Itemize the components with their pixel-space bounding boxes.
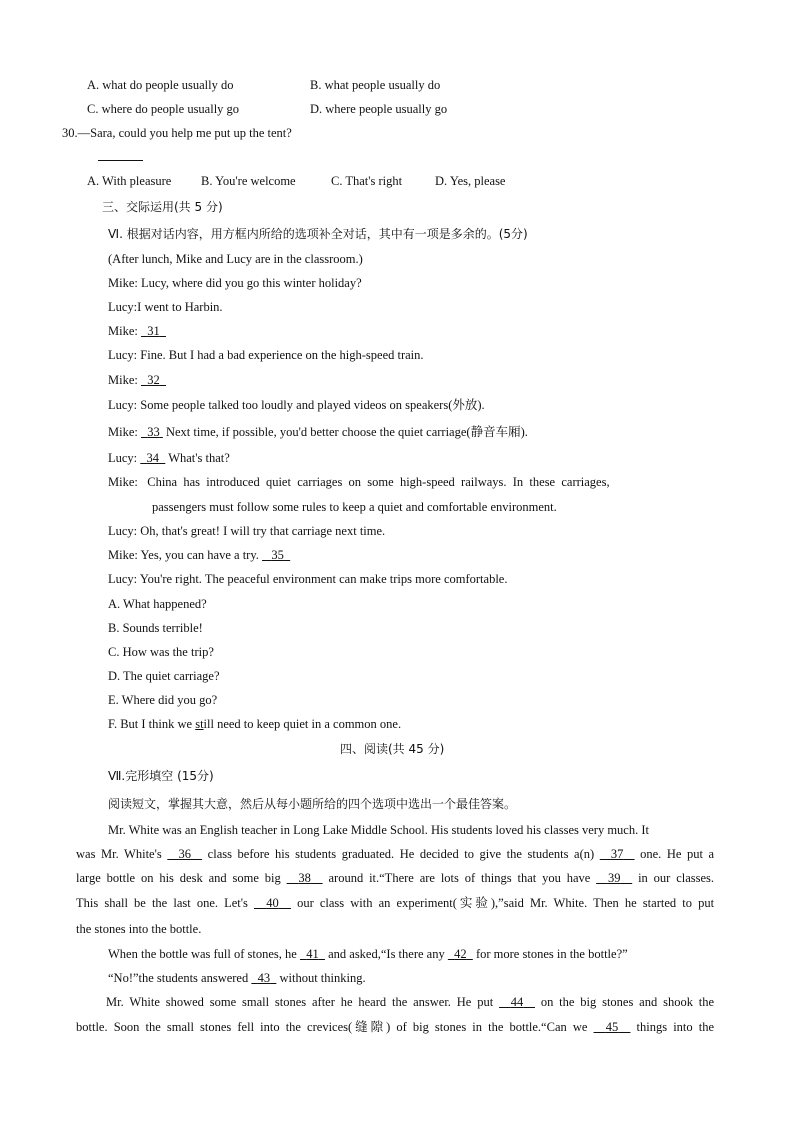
blank-33[interactable]: 33 [147,425,160,439]
dialog-line [108,450,230,466]
blank-40[interactable]: 40 [266,896,279,910]
passage-line: When the bottle was full of stones, he 41 and asked,“Is there any 42 for more stones in the bottle?” [108,947,628,961]
dialog-line [108,547,290,563]
blank-45[interactable]: 45 [605,1020,619,1034]
option-e: E. Where did you go? [108,693,218,707]
q30-option-b: B. You're welcome [201,174,296,188]
blank-35[interactable]: 35 [271,548,284,562]
blank-32[interactable]: 32 [147,373,160,387]
dialog-line: Lucy: Oh, that's great! I will try that carriage next time. [108,524,386,538]
passage-line: bottle. Soon the small stones fell into the crevices(缝隙) of big stones in the bottle.“Can we 45 things into the [76,1020,715,1034]
q29-option-c: C. where do people usually go [87,102,240,116]
passage-line: large bottle on his desk and some big 38 around it.“There are lots of things that you have 39 in our classes. [76,871,715,885]
dialog-line: Lucy: Fine. But I had a bad experience on the high-speed train. [108,348,424,362]
section3-subtitle: Ⅵ. 根据对话内容，用方框内所给的选项补全对话，其中有一项是多余的。(5分) [108,227,528,241]
passage-line: Mr. White showed some small stones after he heard the answer. He put 44 on the big stones and shook the [106,995,715,1009]
option-f: F. But I think we still need to keep quiet in a common one. [108,717,402,731]
dialog-text: Mike: Yes, you can have a try. [108,548,259,562]
blank-44[interactable]: 44 [510,995,524,1009]
blank-39[interactable]: 39 [607,871,621,885]
passage-line: was Mr. White's 36 class before his students graduated. He decided to give the students a(n) 37 one. He put a [76,847,715,861]
dialog-line: passengers must follow some rules to keep a quiet and comfortable environment. [152,500,557,514]
speaker: Lucy: [108,451,138,465]
option-b: B. Sounds terrible! [108,621,203,635]
blank-41[interactable]: 41 [306,947,319,961]
speaker: Mike: [108,425,138,439]
passage-line: “No!”the students answered 43 without thinking. [108,971,366,985]
q29-option-a: A. what do people usually do [87,78,234,92]
blank-43[interactable]: 43 [257,971,271,985]
blank-34[interactable]: 34 [146,451,160,465]
dialog-line: Lucy: You're right. The peaceful environment can make trips more comfortable. [108,572,508,586]
option-d: D. The quiet carriage? [108,669,220,683]
blank-38[interactable]: 38 [298,871,311,885]
option-a: A. What happened? [108,597,207,611]
q30-answer-blank [98,150,143,161]
option-c: C. How was the trip? [108,645,214,659]
blank-37[interactable]: 37 [610,847,624,861]
q30-option-c: C. That's right [331,174,403,188]
passage-line: Mr. White was an English teacher in Long Lake Middle School. His students loved his classes very much. It [108,823,649,837]
speaker: Mike: [108,324,138,338]
q30-option-a: A. With pleasure [87,174,172,188]
dialog-line: Mike: China has introduced quiet carriages on some high-speed railways. In these carriages, [108,475,610,489]
section4-title: 四、阅读(共 45 分) [340,742,445,756]
dialog-context: (After lunch, Mike and Lucy are in the classroom.) [108,252,363,266]
passage-line: the stones into the bottle. [76,922,202,936]
dialog-line [108,424,528,440]
section4-instruction: 阅读短文，掌握其大意，然后从每小题所给的四个选项中选出一个最佳答案。 [108,797,517,811]
dialog-line: Lucy:I went to Harbin. [108,300,223,314]
q29-option-d: D. where people usually go [310,102,448,116]
q29-option-b: B. what people usually do [310,78,441,92]
dialog-line [108,323,166,339]
q30-prompt: 30.—Sara, could you help me put up the tent? [62,126,292,140]
passage-line: This shall be the last one. Let's 40 our class with an experiment(实验),”said Mr. White. Then he started to put [76,896,715,910]
q30-option-d: D. Yes, please [435,174,506,188]
speaker: Mike: [108,373,138,387]
section3-title: 三、交际运用(共 5 分) [102,200,223,214]
section4-subtitle: Ⅶ.完形填空 (15分) [108,769,214,783]
blank-31[interactable]: 31 [147,324,160,338]
blank-36[interactable]: 36 [178,847,191,861]
dialog-text: What's that? [168,451,230,465]
blank-42[interactable]: 42 [454,947,467,961]
dialog-text: Next time, if possible, you'd better choose the quiet carriage(静音车厢). [165,425,528,439]
dialog-line: Mike: Lucy, where did you go this winter holiday? [108,276,362,290]
dialog-line: Lucy: Some people talked too loudly and played videos on speakers(外放). [108,398,485,412]
dialog-line [108,372,166,388]
